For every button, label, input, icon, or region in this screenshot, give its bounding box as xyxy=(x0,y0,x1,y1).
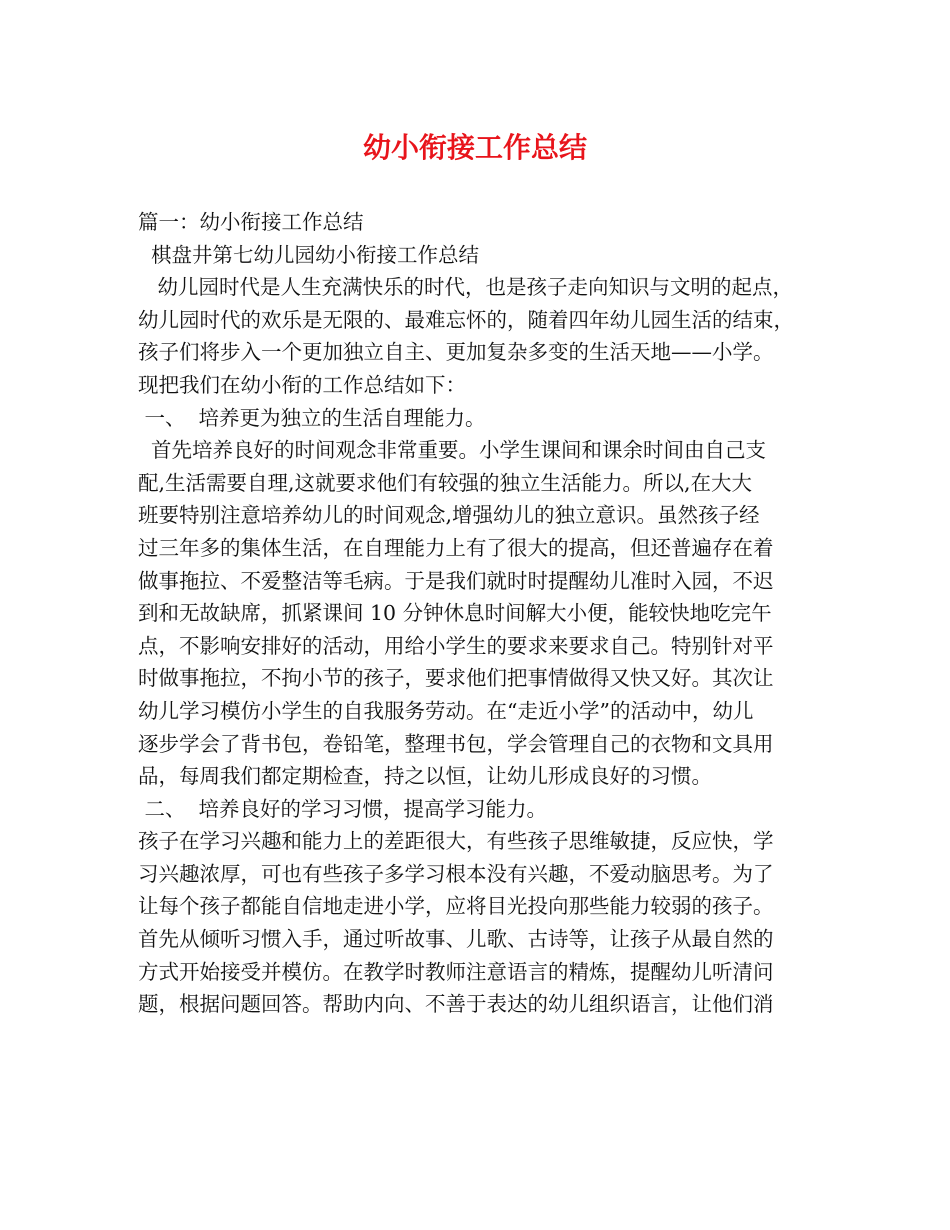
text-line: 到和无故缺席，抓紧课间 10 分钟休息时间解大小便，能较快地吃完午 xyxy=(138,601,772,626)
text-line: 过三年多的集体生活，在自理能力上有了很大的提高，但还普遍存在着 xyxy=(138,535,774,560)
text-line: 逐步学会了背书包，卷铅笔，整理书包，学会管理自己的衣物和文具用 xyxy=(138,731,774,756)
text-line: 做事拖拉、不爱整洁等毛病。于是我们就时时提醒幼儿准时入园，不迟 xyxy=(138,568,774,593)
text-line: 首先培养良好的时间观念非常重要。小学生课间和课余时间由自己支 xyxy=(138,438,767,463)
text-line: 孩子们将步入一个更加独立自主、更加复杂多变的生活天地——小学。 xyxy=(138,340,774,365)
text-line: 方式开始接受并模仿。在教学时教师注意语言的精炼，提醒幼儿听清问 xyxy=(138,959,774,984)
section-heading: 二、 培养良好的学习习惯，提高学习能力。 xyxy=(138,796,548,821)
text-line: 幼儿学习模仿小学生的自我服务劳动。在“走近小学”的活动中，幼儿 xyxy=(138,698,754,723)
text-line: 配,生活需要自理,这就要求他们有较强的独立生活能力。所以,在大大 xyxy=(138,470,753,495)
text-line: 孩子在学习兴趣和能力上的差距很大，有些孩子思维敏捷，反应快，学 xyxy=(138,829,774,854)
text-line: 让每个孩子都能自信地走进小学，应将目光投向那些能力较弱的孩子。 xyxy=(138,894,774,919)
text-line: 幼儿园时代是人生充满快乐的时代，也是孩子走向知识与文明的起点， xyxy=(138,275,794,300)
text-line: 篇一：幼小衔接工作总结 xyxy=(138,210,364,234)
section-heading: 一、 培养更为独立的生活自理能力。 xyxy=(138,405,486,430)
text-line: 点，不影响安排好的活动，用给小学生的要求来要求自己。特别针对平 xyxy=(138,633,774,658)
text-line: 品，每周我们都定期检查，持之以恒，让幼儿形成良好的习惯。 xyxy=(138,764,712,789)
text-line: 班要特别注意培养幼儿的时间观念,增强幼儿的独立意识。虽然孩子经 xyxy=(138,503,760,528)
text-line: 现把我们在幼小衔的工作总结如下： xyxy=(138,372,466,397)
text-line: 习兴趣浓厚，可也有些孩子多学习根本没有兴趣，不爱动脑思考。为了 xyxy=(138,861,774,886)
text-line: 时做事拖拉，不拘小节的孩子，要求他们把事情做得又快又好。其次让 xyxy=(138,666,774,691)
text-line: 幼儿园时代的欢乐是无限的、最难忘怀的，随着四年幼儿园生活的结束， xyxy=(138,307,794,332)
document-title: 幼小衔接工作总结 xyxy=(362,131,587,164)
text-line: 棋盘井第七幼儿园幼小衔接工作总结 xyxy=(138,242,480,267)
document-body xyxy=(138,206,828,1021)
text-line: 首先从倾听习惯入手，通过听故事、儿歌、古诗等，让孩子从最自然的 xyxy=(138,927,774,952)
text-line: 题，根据问题回答。帮助内向、不善于表达的幼儿组织语言，让他们消 xyxy=(138,992,774,1017)
